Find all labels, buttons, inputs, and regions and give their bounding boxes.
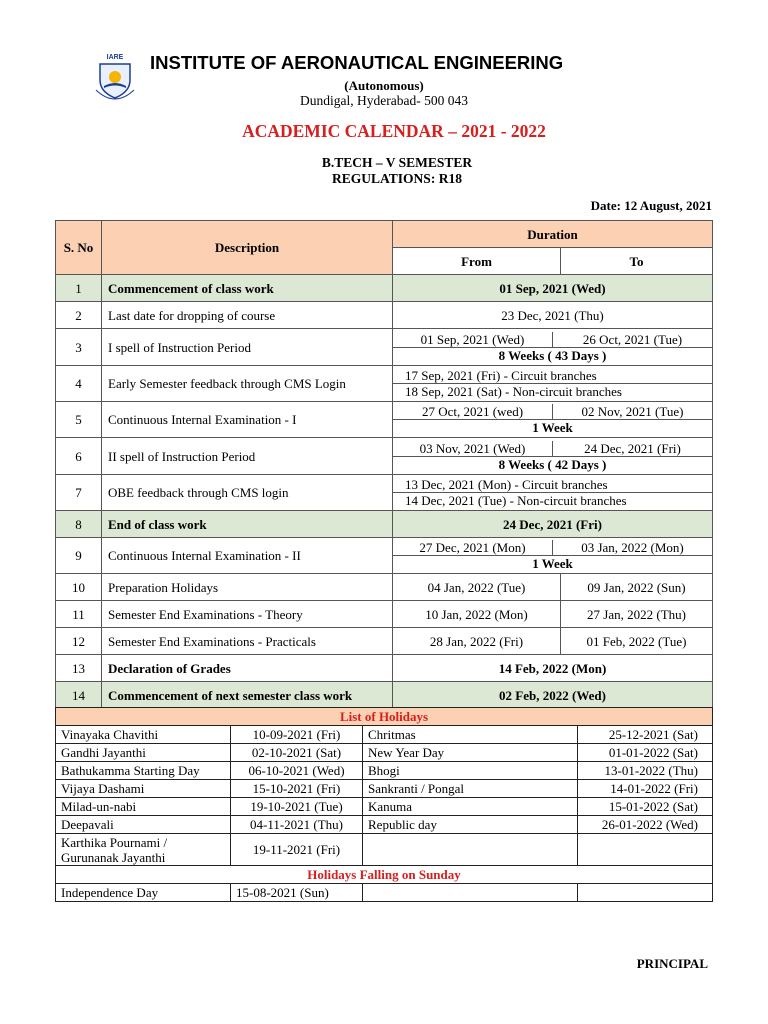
from-header: From [393,248,561,275]
row-number: 12 [56,628,102,655]
duration-header: Duration [393,221,713,248]
regulations-label: REGULATIONS: R18 [332,171,462,186]
holiday-date: 10-09-2021 (Fri) [231,726,363,744]
holiday-row [56,834,713,866]
sno-header: S. No [56,221,102,275]
row-date: 14 Feb, 2022 (Mon) [393,655,713,682]
holiday-name: Bathukamma Starting Day [56,762,231,780]
table-row [56,511,713,538]
period-length: 1 Week [393,555,712,571]
holiday-name: Sankranti / Pongal [363,780,578,798]
autonomous-label: (Autonomous) [344,78,424,93]
holiday-name: New Year Day [363,744,578,762]
row-date: 23 Dec, 2021 (Thu) [393,302,713,329]
academic-calendar-table [55,220,713,709]
empty-cell [578,884,713,902]
row-number: 14 [56,682,102,709]
to-header: To [561,248,713,275]
row-number: 3 [56,329,102,366]
row-number: 10 [56,574,102,601]
table-row [56,402,713,438]
row-description: Commencement of class work [102,275,393,302]
to-date: 09 Jan, 2022 (Sun) [561,574,713,601]
description-header: Description [102,221,393,275]
holiday-row [56,798,713,816]
row-description: Commencement of next semester class work [102,682,393,709]
row-number: 6 [56,438,102,475]
circuit-date: 13 Dec, 2021 (Mon) - Circuit branches [405,477,608,492]
row-date: 01 Sep, 2021 (Wed) [393,275,713,302]
table-row [56,574,713,601]
holiday-date: 14-01-2022 (Fri) [578,780,713,798]
table-row [56,628,713,655]
table-row [56,438,713,475]
to-date: 03 Jan, 2022 (Mon) [552,540,712,555]
from-date: 28 Jan, 2022 (Fri) [393,628,561,655]
institute-address: Dundigal, Hyderabad- 500 043 [300,93,468,108]
row-description: Continuous Internal Examination - I [102,402,393,438]
from-date: 27 Oct, 2021 (wed) [421,404,524,419]
row-number: 11 [56,601,102,628]
table-row [56,601,713,628]
from-date: 01 Sep, 2021 (Wed) [420,331,525,347]
holiday-name: Kanuma [363,798,578,816]
row-description: I spell of Instruction Period [102,329,393,366]
principal-signature: PRINCIPAL [636,956,708,971]
holiday-date: 01-01-2022 (Sat) [578,744,713,762]
to-date: 24 Dec, 2021 (Fri) [552,441,712,456]
from-date: 04 Jan, 2022 (Tue) [393,574,561,601]
holiday-date: 19-11-2021 (Fri) [231,834,363,866]
logo-text: IARE [106,54,124,61]
row-duration [393,366,713,402]
holiday-name: Vinayaka Chavithi [56,726,231,744]
to-date: 27 Jan, 2022 (Thu) [561,601,713,628]
row-description: Preparation Holidays [102,574,393,601]
row-number: 7 [56,475,102,511]
table-row [56,538,713,574]
holiday-date [578,834,713,866]
holidays-title: List of Holidays [56,708,713,726]
holiday-row [56,744,713,762]
institute-name: INSTITUTE OF AERONAUTICAL ENGINEERING [150,52,564,73]
row-description: Early Semester feedback through CMS Login [102,366,393,402]
table-row [56,682,713,709]
program-heading [0,155,768,187]
holiday-date: 25-12-2021 (Sat) [578,726,713,744]
circuit-date: 17 Sep, 2021 (Fri) - Circuit branches [405,368,597,383]
holiday-row [56,884,713,902]
row-number: 5 [56,402,102,438]
holiday-name: Independence Day [56,884,231,902]
row-duration [393,538,713,574]
period-length: 8 Weeks ( 42 Days ) [393,456,712,472]
holiday-row [56,726,713,744]
to-date: 02 Nov, 2021 (Tue) [552,404,712,419]
sunday-holidays-title: Holidays Falling on Sunday [56,866,713,884]
row-number: 8 [56,511,102,538]
row-date: 02 Feb, 2022 (Wed) [393,682,713,709]
holiday-row [56,816,713,834]
holiday-name: Vijaya Dashami [56,780,231,798]
noncircuit-date: 14 Dec, 2021 (Tue) - Non-circuit branches [393,492,712,508]
row-description: Semester End Examinations - Theory [102,601,393,628]
row-description: Declaration of Grades [102,655,393,682]
from-date: 10 Jan, 2022 (Mon) [393,601,561,628]
row-description: End of class work [102,511,393,538]
holiday-date: 15-10-2021 (Fri) [231,780,363,798]
holiday-date: 19-10-2021 (Tue) [231,798,363,816]
holiday-date: 13-01-2022 (Thu) [578,762,713,780]
table-row [56,275,713,302]
holiday-name: Bhogi [363,762,578,780]
holiday-name [56,834,231,866]
holiday-name-line2: Gurunanak Jayanthi [61,849,166,865]
holiday-date: 15-01-2022 (Sat) [578,798,713,816]
table-row [56,366,713,402]
holiday-row [56,762,713,780]
holiday-name: Milad-un-nabi [56,798,231,816]
holiday-date: 15-08-2021 (Sun) [231,884,363,902]
holiday-row [56,780,713,798]
row-number: 2 [56,302,102,329]
table-row [56,475,713,511]
from-date: 03 Nov, 2021 (Wed) [419,440,526,456]
row-number: 1 [56,275,102,302]
holiday-date: 06-10-2021 (Wed) [231,762,363,780]
row-description: Semester End Examinations - Practicals [102,628,393,655]
row-duration [393,329,713,366]
row-date: 24 Dec, 2021 (Fri) [393,511,713,538]
program-label: B.TECH – V SEMESTER [321,155,473,170]
row-number: 9 [56,538,102,574]
calendar-title: ACADEMIC CALENDAR – 2021 - 2022 [242,121,546,141]
document-date: Date: 12 August, 2021 [590,198,712,213]
empty-cell [363,884,578,902]
holiday-name: Deepavali [56,816,231,834]
row-duration [393,475,713,511]
holiday-name: Gandhi Jayanthi [56,744,231,762]
table-row [56,655,713,682]
holiday-name-line1: Karthika Pournami / [61,834,168,850]
row-number: 13 [56,655,102,682]
row-description: Last date for dropping of course [102,302,393,329]
to-date: 01 Feb, 2022 (Tue) [561,628,713,655]
row-description: Continuous Internal Examination - II [102,538,393,574]
row-description: II spell of Instruction Period [102,438,393,475]
period-length: 1 Week [393,419,712,435]
from-date: 27 Dec, 2021 (Mon) [419,540,526,555]
holiday-date: 26-01-2022 (Wed) [578,816,713,834]
noncircuit-date: 18 Sep, 2021 (Sat) - Non-circuit branches [393,383,712,399]
row-number: 4 [56,366,102,402]
holidays-table [55,707,713,902]
row-description: OBE feedback through CMS login [102,475,393,511]
holiday-name [363,834,578,866]
row-duration [393,402,713,438]
holiday-name: Chritmas [363,726,578,744]
table-row [56,302,713,329]
table-row [56,329,713,366]
row-duration [393,438,713,475]
to-date: 26 Oct, 2021 (Tue) [552,332,712,347]
holiday-name: Republic day [363,816,578,834]
holiday-date: 04-11-2021 (Thu) [231,816,363,834]
period-length: 8 Weeks ( 43 Days ) [393,347,712,363]
holiday-date: 02-10-2021 (Sat) [231,744,363,762]
